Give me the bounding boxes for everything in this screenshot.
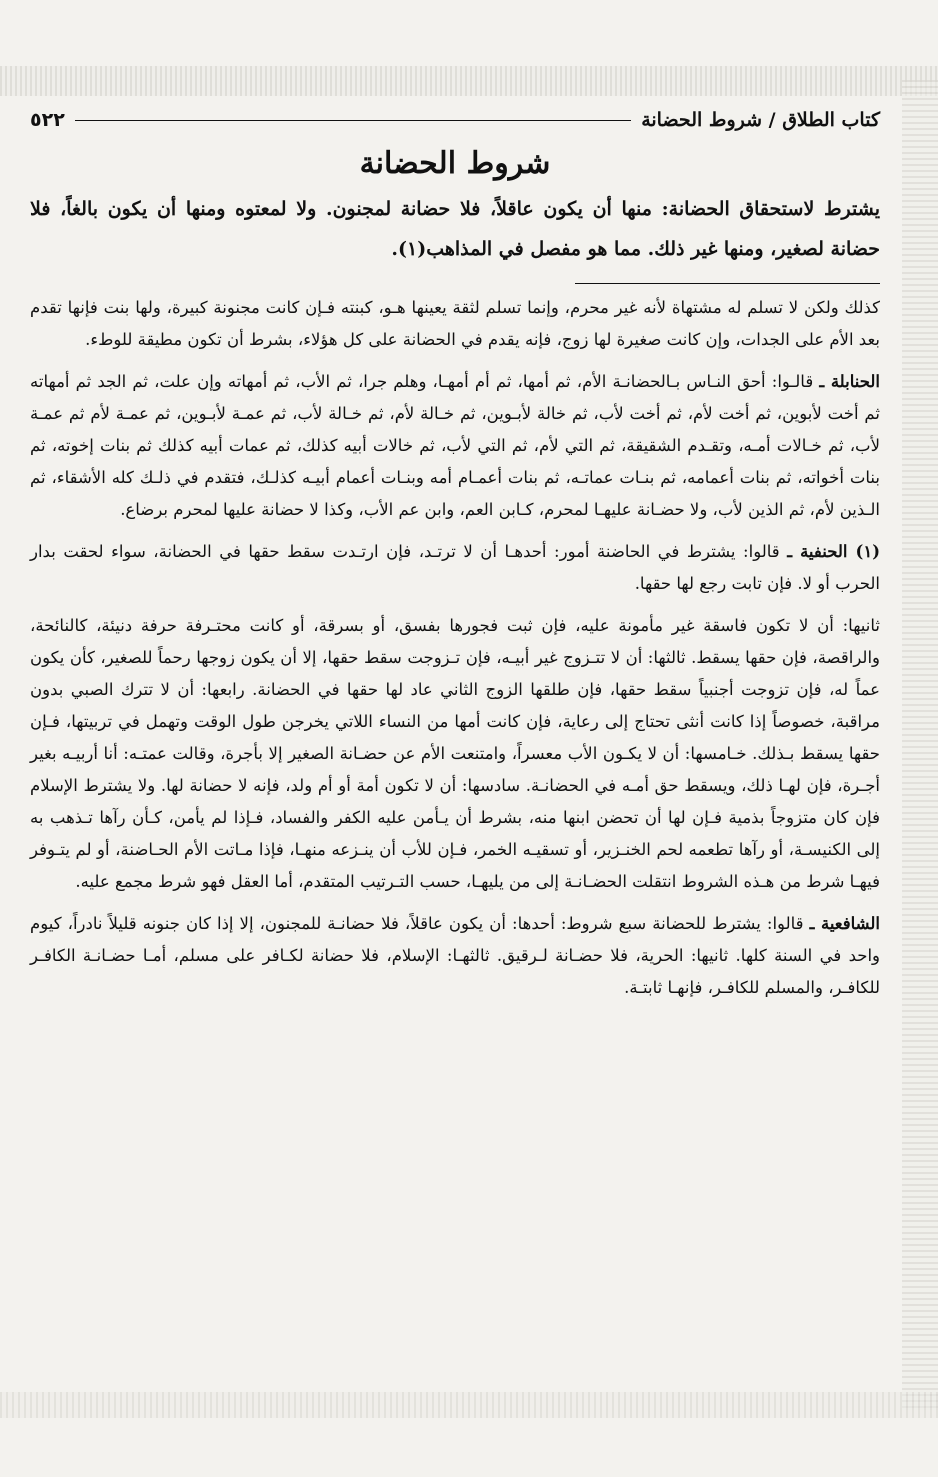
running-title: كتاب الطلاق / شروط الحضانة <box>641 109 880 131</box>
footnotes <box>30 292 880 1004</box>
footnote-paragraph <box>30 292 880 356</box>
footnote-lead: الحنابلة ـ <box>819 372 881 391</box>
footnote-paragraph <box>30 610 880 898</box>
footnote-paragraph <box>30 366 880 526</box>
footnote-text: قالوا: يشترط للحضانة سبع شروط: أحدها: أن يكون عاقلاً، فلا حضانـة للمجنون، إلا إذا كان جنونه قليلاً نادراً، كيوم واحد في السنة كلها. ثانيها: الحرية، فلا حضـانة لـرقيق. ثالثهـا: الإسلام، فلا حضانة لكـافر على مسلم، أمـا حضـانـة الكافـر للكافـر، والمسلم للكافـر، فإنهـا ثابتـة. <box>30 914 880 997</box>
scan-noise-right <box>902 80 938 1410</box>
section-title: شروط الحضانة <box>359 146 551 181</box>
footnote-paragraph <box>30 536 880 600</box>
scan-noise-top <box>0 66 938 96</box>
page-number: ٥٢٢ <box>30 109 65 131</box>
header-rule <box>75 120 631 121</box>
footnote-separator <box>575 283 880 284</box>
footnote-text: قالوا: يشترط في الحاضنة أمور: أحدهـا أن لا ترتـد، فإن ارتـدت سقط حقها في الحضانة، سواء لحقت بدار الحرب أو لا. فإن تابت رجع لها حقها. <box>30 542 880 593</box>
main-text: يشترط لاستحقاق الحضانة: منها أن يكون عاقلاً، فلا حضانة لمجنون. ولا لمعتوه ومنها أن يكون بالغاً، فلا حضانة لصغير، ومنها غير ذلك. مما هو مفصل في المذاهب(١). <box>30 198 880 260</box>
page-header <box>30 100 880 140</box>
footnote-text: قالـوا: أحق النـاس بـالحضانـة الأم، ثم أمها، ثم أم أمهـا، وهلم جرا، ثم الأب، ثم أمهاته وإن علت، ثم الجد ثم أمهاته ثم أخت لأبوين، ثم أخت لأم، ثم أخت لأب، ثم خالة لأبـوين، ثم خـالة لأم، ثم خـالة لأب، ثم عمـة لأبـوين، ثم عمـة لأم ثم عمـة لأب، ثم خـالات أمـه، وتقـدم الشقيقة، ثم التي لأم، ثم التي لأب، ثم خالات أبيه كذلك، ثم عمات أبيه كذلك ثم بنات إخوته، ثم بنات أخواته، ثم بنات أعمامه، ثم بنـات عماتـه، ثم بنات أعمـام أمه وبنـات أعمام أبيـه كذلـك، فتقدم في ذلـك كله الأشقاء، ثم الـذين لأم، ثم الذين لأب، ولا حضـانة عليهـا لمحرم، كـابن العم، وابن عم الأب، وكذا لا حضانة عليها لمحرم برضاع. <box>30 372 880 519</box>
footnote-paragraph <box>30 908 880 1004</box>
footnote-lead: (١) الحنفية ـ <box>787 542 881 561</box>
footnote-lead: الشافعية ـ <box>809 914 881 933</box>
footnote-text: ثانيها: أن لا تكون فاسقة غير مأمونة عليه، فإن ثبت فجورها بفسق، أو بسرقة، أو كانت محتـرفة حرفة دنيئة، كالنائحة، والراقصة، فإن حقها يسقط. ثالثها: أن لا تتـزوج غير أبيـه، فإن تـزوجت سقط حقها، إلا أن يكون زوجها رحماً للصغير، كأن يكون عماً له، فإن تزوجت أجنبياً سقط حقها، فإن طلقها الزوج الثاني عاد لها حقها في الحضانة. رابعها: أن لا تترك الصبي بدون مراقبة، خصوصاً إذا كانت أنثى تحتاج إلى رعاية، فإن كانت أمها من النساء اللاتي يخرجن طول الوقت وتهمل في تربيتها، فـإن حقها يسقط بـذلك. خـامسها: أن لا يكـون الأب معسراً، وامتنعت الأم عن حضـانة الصغير إلا بأجرة، وقالت عمتـه: أنا أربيـه بغير أجـرة، فإن لهـا ذلك، ويسقط حق أمـه في الحضانـة. سادسها: أن لا تكون أمة أو أم ولد، فإنه لا حضانة لها. ولا يشترط الإسلام فإن كان متزوجاً بذمية فـإن لها أن تحضن ابنها منه، بشرط أن يـأمن عليه الكفر والفساد، فـإذا لم يأمن، كـأن رآها تـذهب به إلى الكنيسـة، أو رآها تطعمه لحم الخنـزير، أو تسقيـه الخمر، فـإن للأب أن ينـزعه منهـا، فإذا مـاتت الأم الحـاضنة، أو لم يتـوفر فيهـا شرط من هـذه الشروط انتقلت الحضـانـة إلى من يليهـا، حسب التـرتيب المتقدم، أما العقل فهو شرط مجمع عليه. <box>30 616 880 891</box>
footnote-text: كذلك ولكن لا تسلم له مشتهاة لأنه غير محرم، وإنما تسلم لثقة يعينها هـو، كبنته فـإن كانت مجنونة كبيرة، ولها بنت فإنها تقدم بعد الأم على الجدات، وإن كانت صغيرة لها زوج، فإنه يقدم في الحضانة على كل هؤلاء، بشرط أن تكون مطيقة للوطء. <box>30 298 880 349</box>
scan-noise-bottom <box>0 1392 938 1418</box>
book-page <box>30 100 880 1014</box>
